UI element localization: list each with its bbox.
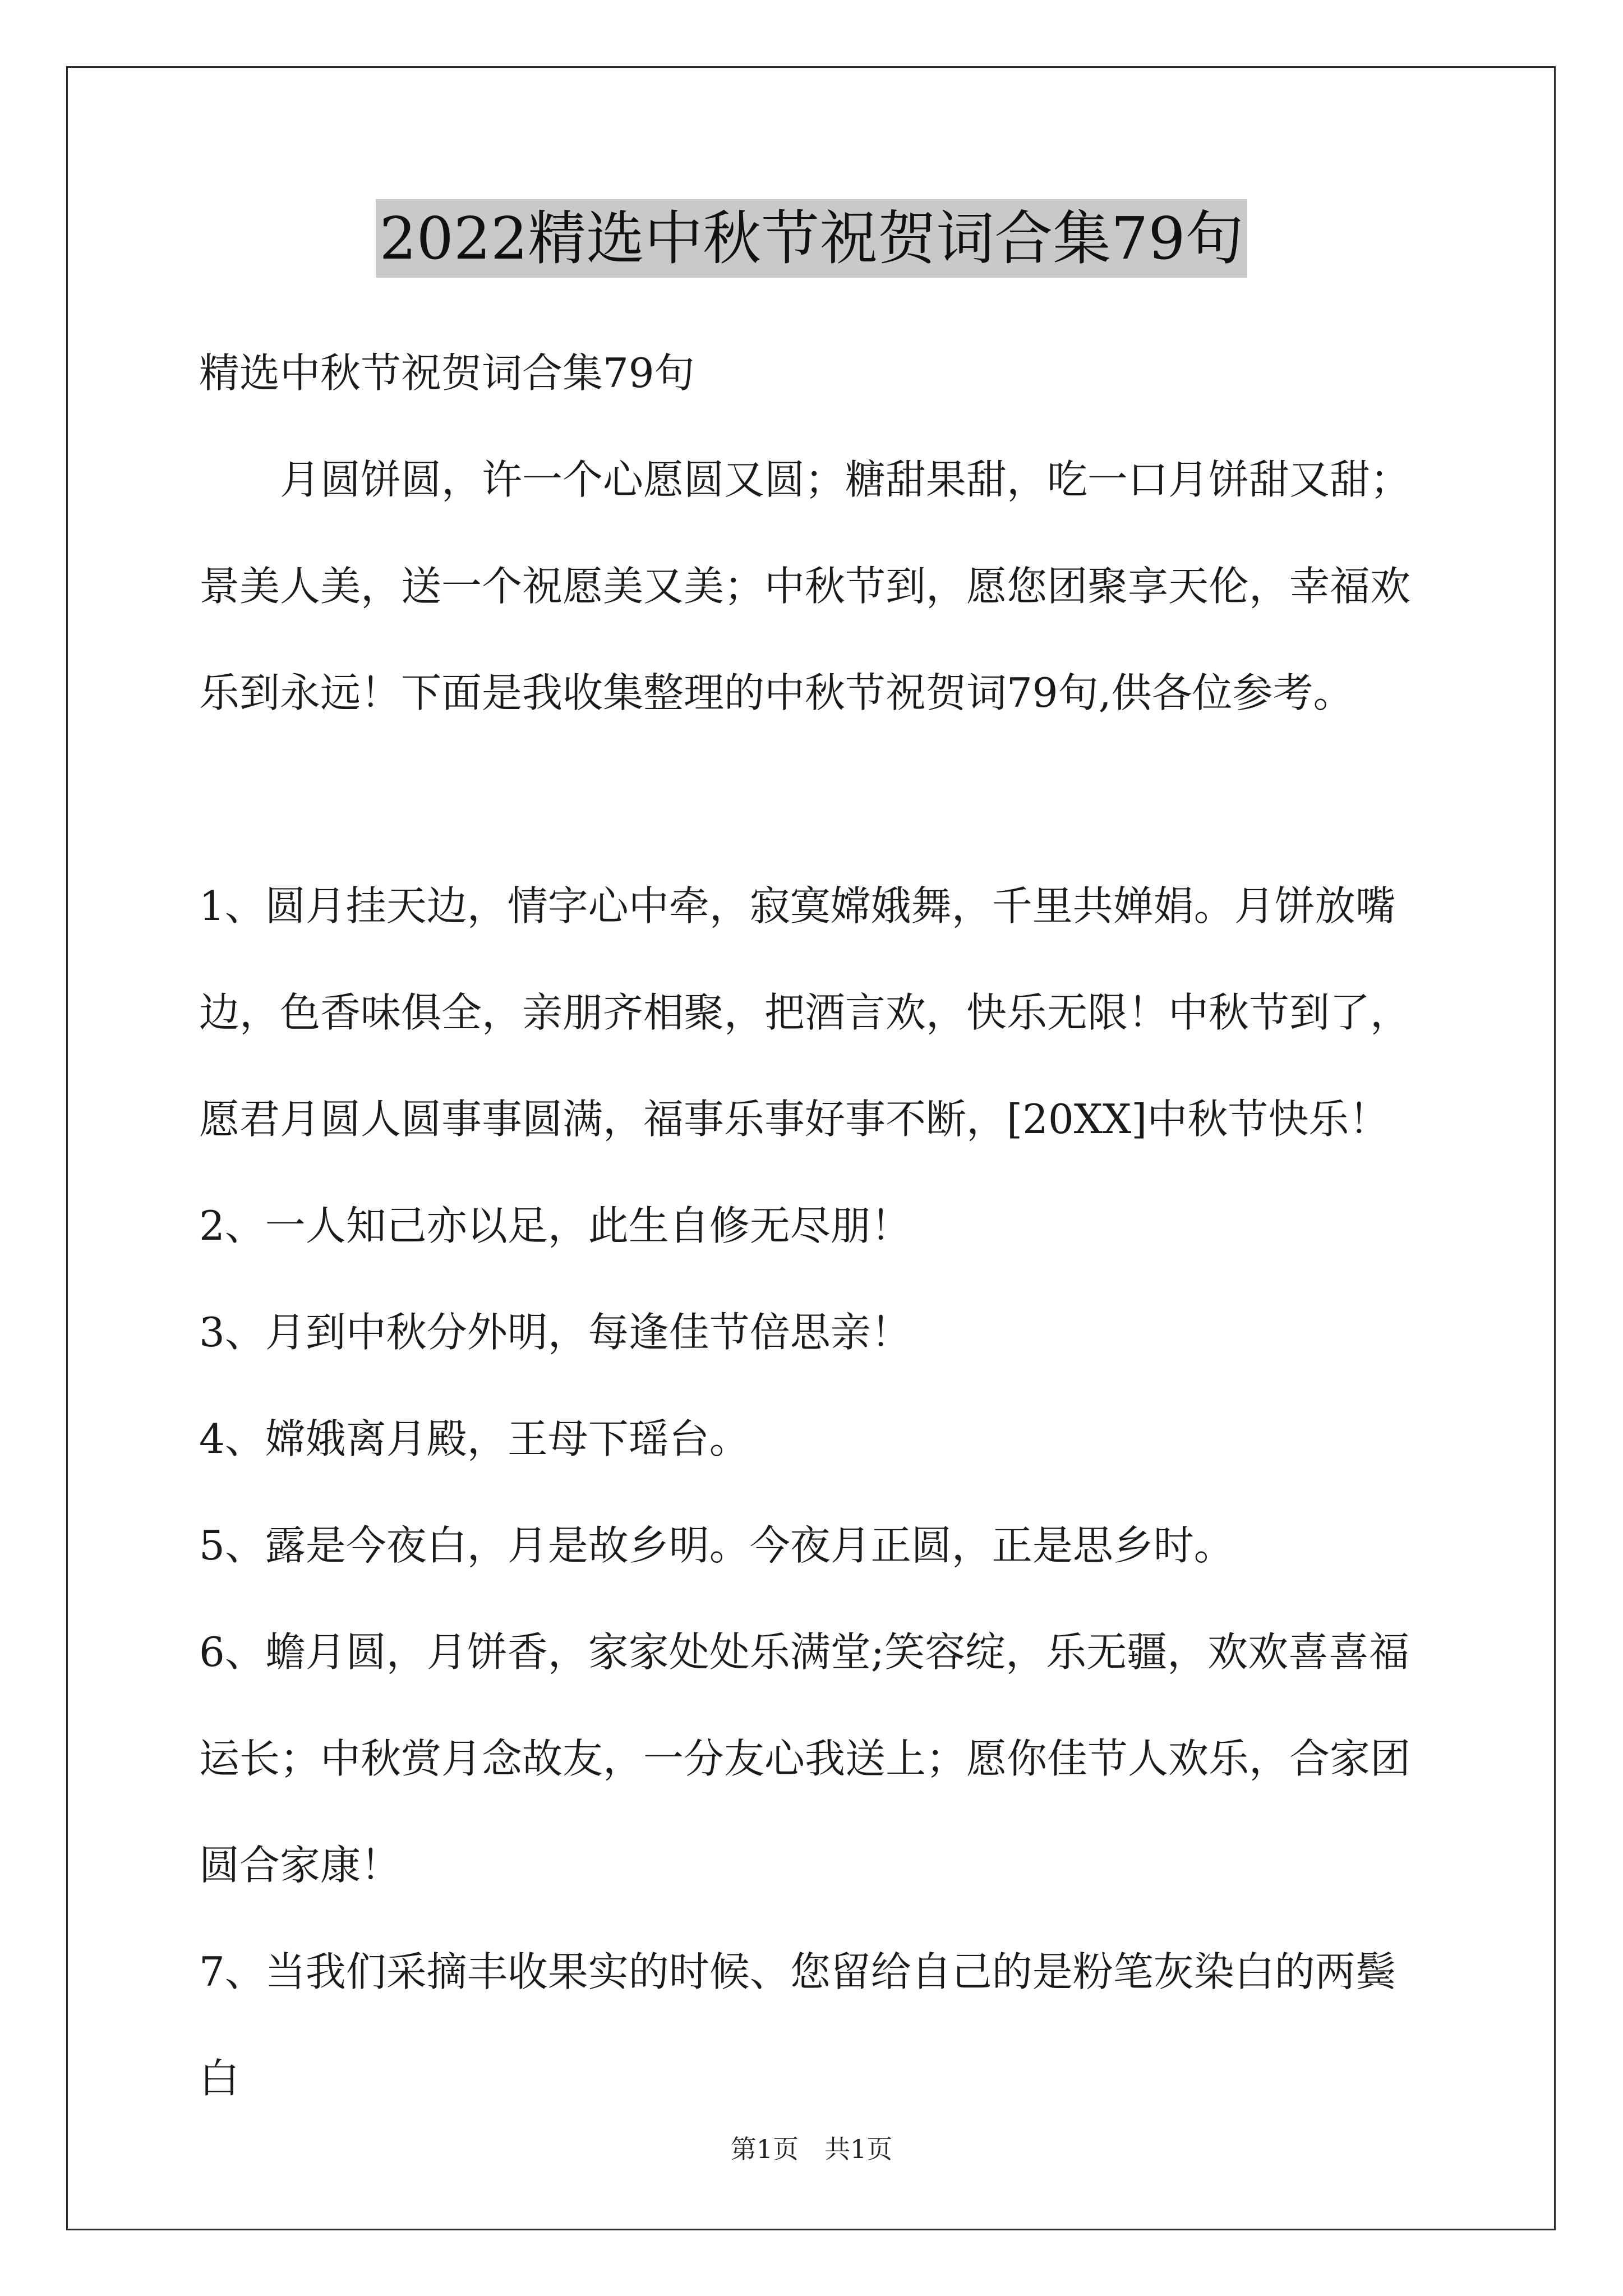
document-title: 2022精选中秋节祝贺词合集79句 xyxy=(376,199,1247,278)
list-item-1: 1、圆月挂天边，情字心中牵，寂寞嫦娥舞，千里共婵娟。月饼放嘴边，色香味俱全，亲朋齐相聚，把酒言欢，快乐无限！中秋节到了，愿君月圆人圆事事圆满，福事乐事好事不断，[20XX]中秋节快乐！ xyxy=(199,882,1411,1143)
list-item-2: 2、一人知己亦以足，此生自修无尽朋！ xyxy=(199,1202,911,1249)
title-container xyxy=(0,199,1623,278)
list-item-5: 5、露是今夜白，月是故乡明。今夜月正圆，正是思乡时。 xyxy=(199,1522,1234,1569)
paragraph-spacer xyxy=(199,746,1433,853)
list-item-6: 6、蟾月圆，月饼香，家家处处乐满堂;笑容绽，乐无疆，欢欢喜喜福运长；中秋赏月念故友，一分友心我送上；愿你佳节人欢乐，合家团圆合家康！ xyxy=(199,1628,1411,1889)
intro-paragraph: 月圆饼圆，许一个心愿圆又圆；糖甜果甜，吃一口月饼甜又甜；景美人美，送一个祝愿美又美；中秋节到，愿您团聚享天伦，幸福欢乐到永远！下面是我收集整理的中秋节祝贺词79句,供各位参考。 xyxy=(199,456,1411,716)
document-subtitle: 精选中秋节祝贺词合集79句 xyxy=(199,349,695,397)
page-footer: 第1页 共1页 xyxy=(730,2134,893,2164)
document-body xyxy=(199,320,1433,2132)
list-item-7: 7、当我们采摘丰收果实的时候、您留给自己的是粉笔灰染白的两鬓白 xyxy=(199,1948,1396,2102)
list-item-4: 4、嫦娥离月殿，王母下瑶台。 xyxy=(199,1415,750,1462)
list-item-3: 3、月到中秋分外明，每逢佳节倍思亲！ xyxy=(199,1309,911,1356)
